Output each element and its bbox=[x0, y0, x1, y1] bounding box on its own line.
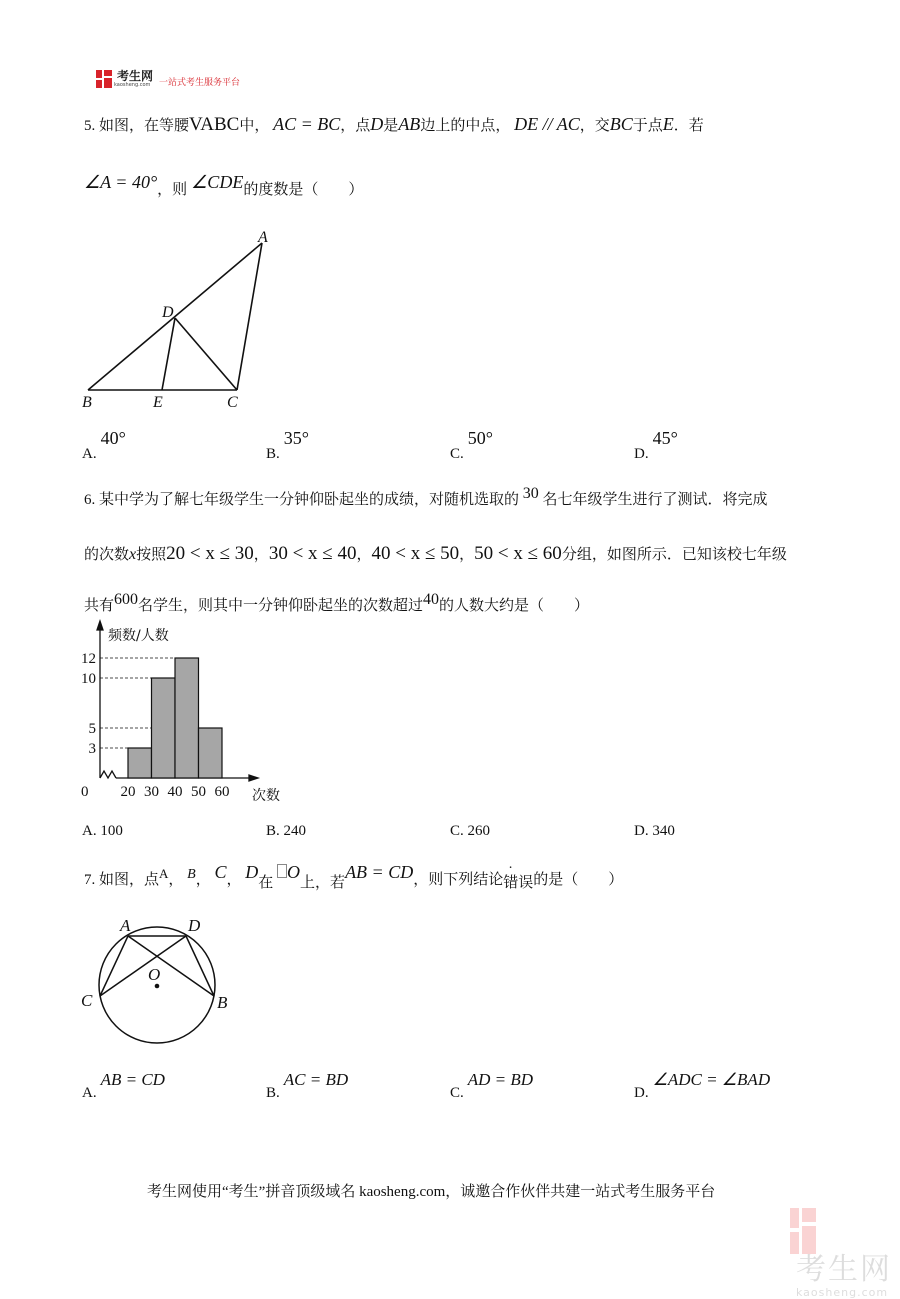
q6-choice-d[interactable] bbox=[634, 823, 675, 840]
q6-histogram bbox=[80, 618, 300, 810]
q5-text: 于点 bbox=[632, 118, 663, 134]
q6-text: 共有 bbox=[84, 598, 115, 614]
q6-text: 按照 bbox=[136, 547, 167, 563]
chord-ab bbox=[128, 936, 214, 996]
q5-text: 中， bbox=[239, 118, 270, 134]
watermark-url: kaosheng.com bbox=[796, 1286, 889, 1299]
logo-icon bbox=[96, 70, 112, 88]
q5-triangle-abc: VABC bbox=[189, 114, 240, 135]
q5-text: 如图，在等腰 bbox=[99, 118, 190, 134]
x-tick-label: 20 bbox=[120, 784, 136, 800]
x-tick-label: 60 bbox=[214, 784, 230, 800]
choice-value: 45° bbox=[652, 428, 678, 448]
y-tick-label: 12 bbox=[81, 651, 96, 667]
q5-text: ，点 bbox=[340, 118, 371, 134]
watermark-logo bbox=[790, 1208, 900, 1299]
choice-value: ∠ADC = ∠BAD bbox=[652, 1070, 771, 1089]
brand-slogan: 一站式考生服务平台 bbox=[159, 77, 241, 88]
y-tick-label: 5 bbox=[88, 721, 96, 737]
q5-text: ．若 bbox=[673, 118, 704, 134]
watermark-logo-icon bbox=[790, 1208, 816, 1254]
choice-label: A. bbox=[82, 823, 97, 839]
label-o: O bbox=[148, 965, 161, 984]
q6-number-value: 40 bbox=[423, 591, 440, 608]
q6-math: 40 < x ≤ 50 bbox=[371, 543, 460, 564]
choice-value: 340 bbox=[652, 823, 675, 839]
header-logo bbox=[96, 70, 240, 88]
q5-choice-b[interactable] bbox=[266, 428, 309, 462]
q5-triangle-figure bbox=[80, 225, 290, 415]
histogram-bar-20-30 bbox=[128, 748, 152, 778]
q5-choice-a[interactable] bbox=[82, 428, 126, 462]
q6-text: 的次数 bbox=[84, 547, 130, 563]
q6-line1 bbox=[84, 485, 768, 509]
histogram-bar-40-50 bbox=[175, 658, 199, 778]
axis-break-icon bbox=[100, 771, 116, 778]
brand-url: kaosheng.com bbox=[114, 82, 151, 88]
q6-number-value: 30 bbox=[522, 485, 539, 502]
q6-math: 20 < x ≤ 30 bbox=[166, 543, 254, 564]
choice-label: D. bbox=[634, 1085, 649, 1101]
side-ab bbox=[88, 243, 262, 390]
q6-text: 分组，如图所示．已知该校七年级 bbox=[561, 547, 787, 563]
q6-math: 30 < x ≤ 40 bbox=[268, 543, 357, 564]
choice-label: B. bbox=[266, 823, 280, 839]
q7-choices bbox=[82, 1070, 802, 1102]
q5-math: ∠CDE bbox=[191, 172, 244, 192]
q7-line1 bbox=[84, 862, 624, 891]
q5-math: D bbox=[370, 114, 384, 134]
q7-math: AB = CD bbox=[345, 862, 414, 882]
choice-label: A. bbox=[82, 1085, 97, 1101]
x-tick-label: 30 bbox=[144, 784, 159, 800]
center-point bbox=[155, 984, 160, 989]
q7-text: 在 bbox=[258, 875, 274, 891]
q7-choice-b[interactable] bbox=[266, 1070, 349, 1101]
label-b: B bbox=[82, 394, 92, 411]
q7-text: 的是（ ） bbox=[533, 872, 624, 888]
q5-line2 bbox=[84, 172, 364, 198]
origin-label: 0 bbox=[81, 784, 89, 800]
q7-circle-figure bbox=[75, 905, 245, 1055]
q5-text: 边上的中点， bbox=[420, 118, 511, 134]
footer-text: 考生网使用“考生”拼音顶级域名 kaosheng.com，诚邀合作伙伴共建一站式考生服务平台 bbox=[147, 1184, 716, 1200]
circle-symbol-icon bbox=[277, 864, 287, 878]
x-tick-label: 40 bbox=[167, 784, 183, 800]
q6-text: 的人数大约是（ ） bbox=[439, 598, 590, 614]
q5-math: AB bbox=[398, 114, 421, 134]
q5-choice-d[interactable] bbox=[634, 428, 678, 462]
q7-math: A bbox=[159, 866, 169, 881]
segment-de bbox=[162, 318, 175, 390]
q7-text: ， bbox=[226, 872, 242, 888]
q5-text: ，则 bbox=[157, 182, 188, 198]
choice-value: 40° bbox=[100, 428, 126, 448]
choice-label: D. bbox=[634, 823, 649, 839]
q7-math: B bbox=[187, 867, 196, 882]
q6-line3 bbox=[84, 591, 590, 615]
label-e: E bbox=[153, 394, 163, 411]
choice-label: B. bbox=[266, 1085, 280, 1101]
q5-math: BC bbox=[609, 114, 633, 134]
q6-number: 6. bbox=[84, 492, 96, 508]
choice-label: C. bbox=[450, 446, 464, 462]
q7-text: ， bbox=[168, 872, 184, 888]
label-a: A bbox=[120, 916, 131, 935]
q5-math: DE // AC bbox=[514, 114, 580, 134]
q5-choice-c[interactable] bbox=[450, 428, 493, 462]
q7-math: O bbox=[287, 862, 301, 882]
q5-math: ∠A = 40° bbox=[84, 172, 158, 192]
q5-text: ，交 bbox=[579, 118, 610, 134]
histogram-bar-30-40 bbox=[152, 678, 176, 778]
side-ac bbox=[237, 243, 262, 390]
chord-dc bbox=[100, 936, 186, 996]
q7-text: 如图，点 bbox=[99, 872, 160, 888]
histogram-bar-50-60 bbox=[199, 728, 223, 778]
choice-label: C. bbox=[450, 823, 464, 839]
y-axis-arrow-icon bbox=[97, 621, 103, 630]
q6-math: 50 < x ≤ 60 bbox=[474, 543, 562, 564]
x-tick-label: 50 bbox=[191, 784, 206, 800]
q6-number-value: 600 bbox=[114, 591, 139, 608]
q6-text: 名七年级学生进行了测试．将完成 bbox=[542, 492, 768, 508]
q7-text: ， bbox=[195, 872, 211, 888]
q6-text: 名学生，则其中一分钟仰卧起坐的次数超过 bbox=[138, 598, 424, 614]
choice-value: 100 bbox=[100, 823, 123, 839]
choice-label: B. bbox=[266, 446, 280, 462]
choice-value: 260 bbox=[467, 823, 491, 839]
choice-value: AC = BD bbox=[283, 1070, 349, 1089]
q6-choice-a[interactable] bbox=[82, 823, 123, 840]
label-d: D bbox=[162, 304, 174, 321]
q5-choices bbox=[82, 428, 802, 462]
q5-math: E bbox=[662, 114, 674, 134]
q7-choice-d[interactable] bbox=[634, 1070, 771, 1101]
q5-math: AC = BC bbox=[273, 114, 341, 134]
q6-text: ， bbox=[356, 547, 372, 563]
q7-number: 7. bbox=[84, 872, 96, 888]
y-axis-label: 频数/人数 bbox=[108, 628, 169, 644]
choice-value: 50° bbox=[467, 428, 493, 448]
q6-math: x bbox=[129, 546, 137, 563]
q7-math: D bbox=[245, 862, 259, 882]
q5-text: 是 bbox=[383, 118, 399, 134]
choice-label: A. bbox=[82, 446, 97, 462]
q6-choice-c[interactable] bbox=[450, 823, 490, 840]
choice-label: C. bbox=[450, 1085, 464, 1101]
q7-choice-c[interactable] bbox=[450, 1070, 534, 1101]
q6-text: ， bbox=[459, 547, 475, 563]
choice-value: 240 bbox=[283, 823, 307, 839]
q6-text: ， bbox=[253, 547, 269, 563]
label-b: B bbox=[217, 993, 228, 1012]
x-axis-arrow-icon bbox=[249, 775, 258, 781]
segment-dc bbox=[175, 318, 237, 390]
q6-line2 bbox=[84, 543, 787, 565]
y-tick-label: 10 bbox=[81, 671, 96, 687]
choice-value: 35° bbox=[283, 428, 309, 448]
q6-choice-b[interactable] bbox=[266, 823, 306, 840]
q7-text: 上，若 bbox=[300, 875, 346, 891]
q7-emphasis: 错误 bbox=[503, 875, 534, 891]
choice-value: AB = CD bbox=[100, 1070, 165, 1089]
q6-text: 某中学为了解七年级学生一分钟仰卧起坐的成绩，对随机选取的 bbox=[99, 492, 520, 508]
q5-line1 bbox=[84, 114, 704, 136]
y-tick-label: 3 bbox=[88, 741, 96, 757]
label-a: A bbox=[258, 229, 268, 246]
q7-choice-a[interactable] bbox=[82, 1070, 165, 1101]
watermark-name: 考生网 bbox=[796, 1252, 892, 1287]
choice-value: AD = BD bbox=[467, 1070, 534, 1089]
x-axis-label: 次数 bbox=[252, 788, 280, 804]
label-c: C bbox=[227, 394, 238, 411]
q5-text: 的度数是（ ） bbox=[243, 182, 364, 198]
label-d: D bbox=[188, 916, 201, 935]
q5-number: 5. bbox=[84, 118, 96, 134]
choice-label: D. bbox=[634, 446, 649, 462]
q7-math: C bbox=[214, 862, 227, 882]
q7-text: ，则下列结论 bbox=[413, 872, 504, 888]
brand-name: 考生网 bbox=[117, 69, 154, 83]
label-c: C bbox=[81, 991, 93, 1010]
